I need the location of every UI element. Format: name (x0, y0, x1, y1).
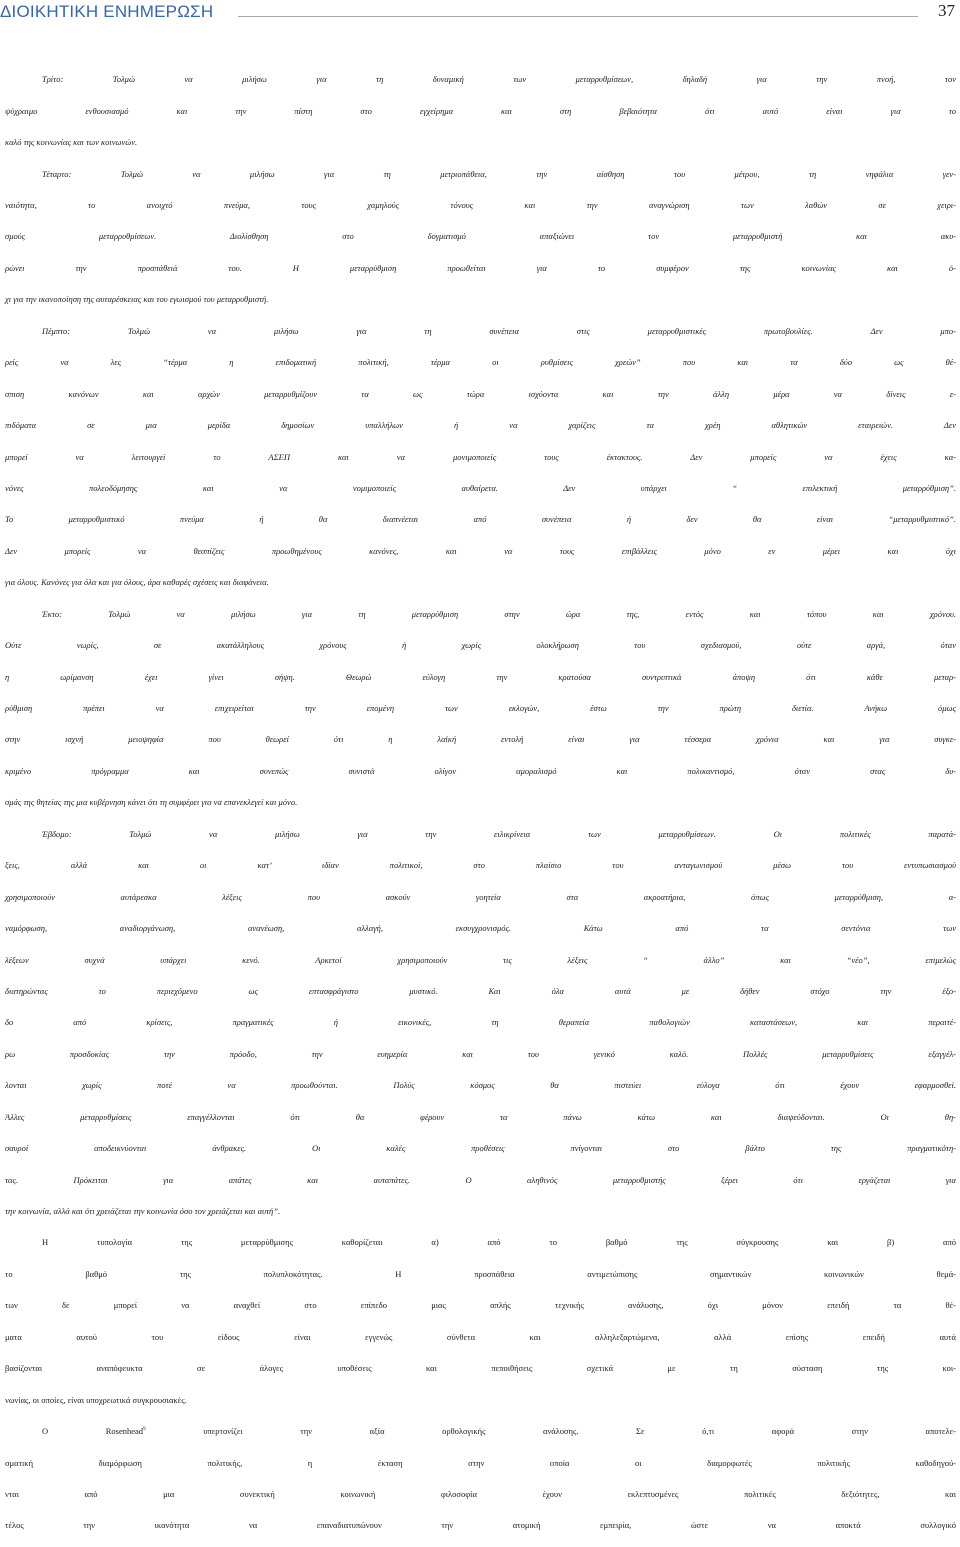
text-line: ψύχραιμο ενθουσιασμό και την πίστη στο εγχείρημα και στη βεβαιότητα ότι αυτό είναι για το (5, 105, 956, 116)
text-line: λέξεων συχνά υπάρχει κενό. Αρκετοί χρησιμοποιούν τις λέξεις “ άλλο” και “νέο”, επιμελώς (5, 954, 956, 965)
text-line: τέλος την ικανότητα να επαναδιατυπώνουν την ατομική εμπειρία, ώστε να αποκτά συλλογικό (5, 1520, 956, 1531)
text-line: Τρίτο: Τολμώ να μιλήσω για τη δυναμική των μεταρρυθμίσεων, δηλαδή για την πνοή, τον (42, 74, 956, 85)
running-header-title: ΔΙΟΙΚΗΤΙΚΗ ΕΝΗΜΕΡΩΣΗ (0, 2, 214, 21)
text-line: σματική διαμόρφωση πολιτικής, η έκταση στην οποία οι διαμορφωτές πολιτικής καθοδηγού- (5, 1457, 956, 1468)
footnote-marker: 9 (143, 1426, 146, 1433)
text-line (5, 1416, 956, 1447)
text-line: σαυροί αποδεικνύονται άνθρακες. Οι καλές προθέσεις πνίγονται στο βάλτο της πραγματικότη- (5, 1143, 956, 1154)
text-line: μπορεί να λειτουργεί το ΑΣΕΠ και να μονιμοποιείς τους έκτακτους. Δεν μπορείς να έχεις κα- (5, 451, 956, 462)
text-line: για όλους. Κανόνες για όλα και για όλους, άρα καθαρές σχέσεις και διαφάνεια. (5, 577, 269, 588)
text-line: Δεν μπορείς να θεσπίζεις προωθημένους κανόνες, και να τους επιβάλλεις μόνο εν μέρει και όχι (5, 545, 956, 556)
text-line: ρείς να λες “τέρμα η επιδοματική πολιτική, τέρμα οι ρυθμίσεις χρεών” που και τα δύο ως θέ- (5, 357, 956, 368)
text-line: την κοινωνία, αλλά και ότι χρειάζεται την κοινωνία όσο τον χρειάζεται και αυτή”. (5, 1206, 281, 1217)
text-line: ρύθμιση πρέπει να επιχειρείται την επομένη των εκλογών, έστω την πρώτη διετία. Ανήκω όμως (5, 703, 956, 714)
text-line: Έκτο: Τολμώ να μιλήσω για τη μεταρρύθμιση στην ώρα της, εντός και τόπου και χρόνου. (42, 608, 956, 619)
text-line: Έβδομο: Τολμώ να μιλήσω για την ειλικρίνεια των μεταρρυθμίσεων. Οι πολιτικές παρατά- (42, 828, 956, 839)
text-line: η ωρίμανση έχει γίνει σήψη. Θεωρώ εύλογη την κρατούσα συντριπτικά άποψη ότι κάθε μεταρ- (5, 671, 956, 682)
text-line: λονται χωρίς ποτέ να προωθούνται. Πολύς κόσμος θα πιστεύει εύλογα ότι έχουν εφαρμοσθεί. (5, 1080, 956, 1091)
text-line: Η τυπολογία της μεταρρύθμισης καθορίζεται α) από το βαθμό της σύγκρουσης και β) από (42, 1237, 956, 1248)
text-line: ρώνει την προσπάθειά του. Η μεταρρύθμιση προωθείται για το συμφέρον της κοινωνίας και ό- (5, 262, 956, 273)
text-line: χι για την ικανοποίηση της αυταρέσκειας και του εγωισμού του μεταρρυθμιστή. (5, 294, 269, 305)
text-line: σμούς μεταρρυθμίσεων. Διολίσθηση στο δογματισμό απαξιώνει τον μεταρρυθμιστή και ακυ- (5, 231, 956, 242)
text-line: βασίζονται αναπόφευκτα σε άλογες υποθέσεις και πεποιθήσεις σχετικά με τη σύσταση της κοι- (5, 1363, 956, 1374)
text-line: χρησιμοποιούν αυτάρεσκα λέξεις που ασκούν γοητεία στα ακροατήρια, όπως μεταρρύθμιση, α- (5, 891, 956, 902)
header-rule (238, 16, 918, 17)
text-line: Τέταρτο: Τολμώ να μιλήσω για τη μετριοπάθεια, την αίσθηση του μέτρου, τη νηφάλια γεν- (42, 168, 956, 179)
text-line: διατηρώντας το περιεχόμενο ως επτασφράγιστο μυστικό. Και όλα αυτά με δήθεν στόχο την έξο- (5, 985, 956, 996)
text-line: νται από μια συνεκτική κοινωνική φιλοσοφία έχουν εκλεπτυσμένες πολιτικές δεξιότητες, και (5, 1488, 956, 1499)
text-line: σπιση κανόνων και αρχών μεταρρυθμίζουν τα ως τώρα ισχύοντα και την άλλη μέρα να δίνεις ε- (5, 388, 956, 399)
text-line: Άλλες μεταρρυθμίσεις επαγγέλλονται ότι θα φέρουν τα πάνω κάτω και διαψεύδονται. Οι θη- (5, 1111, 956, 1122)
text-line: ξεις, αλλά και οι κατ’ ιδίαν πολιτικοί, στο πλαίσιο του ανταγωνισμού μέσω του εντυπωσιασμού (5, 860, 956, 871)
text-line: σμάς της θητείας της μια κυβέρνηση κάνει ότι τη συμφέρει για να επανεκλεγεί και μόνο. (5, 797, 298, 808)
text-line: στην ισχνή μειοψηφία που θεωρεί ότι η λαϊκή εντολή είναι για τέσσερα χρόνια και για συγκε- (5, 734, 956, 745)
text-line: Ούτε νωρίς, σε ακατάλληλους χρόνους ή χωρίς ολοκλήρωση του σχεδιασμού, ούτε αργά, όταν (5, 640, 956, 651)
text-line: ναμόρφωση, αναδιοργάνωση, ανανέωση, αλλαγή, εκσυγχρονισμός. Κάτω από τα σεντόνια των (5, 923, 956, 934)
text-line: καλό της κοινωνίας και των κοινωνών. (5, 137, 138, 148)
text-line: Το μεταρρυθμιστικό πνεύμα ή θα διαπνέεται από συνέπεια ή δεν θα είναι “μεταρρυθμιστικό”. (5, 514, 956, 525)
body-text (5, 64, 956, 1542)
text-line: πιδόματα σε μια μερίδα δημοσίων υπαλλήλων ή να χαρίζεις τα χρέη αθλητικών εταιρειών. Δεν (5, 420, 956, 431)
text-line: το βαθμό της πολυπλοκότητας. Η προσπάθεια αντιμετώπισης σημαντικών κοινωνικών θεμά- (5, 1268, 956, 1279)
text-line: κριμένο πρόγραμμα και συνεπώς συνιστά ολίγον αμοραλισμό και πολικαντισμό, όταν στας δυ- (5, 765, 956, 776)
text-line: Πέμπτο: Τολμώ να μιλήσω για τη συνέπεια στις μεταρρυθμιστικές πρωτοβουλίες. Δεν μπο- (42, 325, 956, 336)
page-number: 37 (938, 1, 955, 20)
text-line: ματα αυτού του είδους είναι εγγενώς σύνθετα και αλληλεξαρτώμενα, αλλά επίσης επειδή αυτά (5, 1331, 956, 1342)
text-line: νωνίας, οι οποίες, είναι υποχρεωτικά συγκρουσιακές. (5, 1394, 187, 1405)
text-fragment: υπερτονίζει την αξία ορθολογικής ανάλυσης. Σε ό,τι αφορά στην αποτελε- (145, 1426, 957, 1437)
text-line: ναιότητα, το ανοιχτό πνεύμα, τους χαμηλούς τόνους και την αναγνώριση των λαθών σε χειρι- (5, 200, 956, 211)
text-line: των δε μπορεί να αναχθεί στο επίπεδο μιας απλής τεχνικής ανάλυσης, όχι μόνον επειδή τα θέ- (5, 1300, 956, 1311)
text-line: τας. Πρόκειται για απάτες και αυταπάτες. Ο αληθινός μεταρρυθμιστής ξέρει ότι εργάζεται για (5, 1174, 956, 1185)
text-line: δο από κρίσεις, πραγματικές ή εικονικές, τη θεραπεία παθολογιών καταστάσεων, και περαιτέ- (5, 1017, 956, 1028)
text-fragment: Ο Rosenhead (42, 1426, 144, 1437)
text-line: ρω προσδοκίας την πρόοδο, την ευημερία και του γενικό καλό. Πολλές μεταρρυθμίσεις εξαγγέλ- (5, 1048, 956, 1059)
text-line: νόνες πολεοδόμησης και να νομιμοποιείς αυθαίρετα. Δεν υπάρχει “ επιλεκτική μεταρρύθμιση”. (5, 482, 956, 493)
